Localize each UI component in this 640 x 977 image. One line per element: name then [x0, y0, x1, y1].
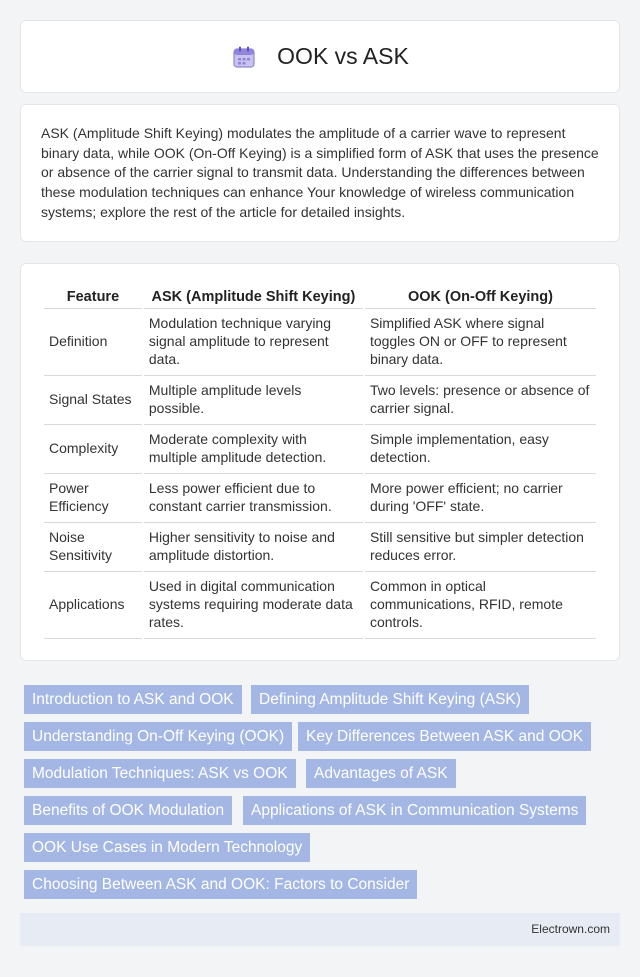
ask-cell: Used in digital communication systems requiring moderate data rates. — [144, 572, 363, 639]
page-title: OOK vs ASK — [277, 43, 409, 69]
table-row — [44, 474, 596, 523]
table-header-row — [44, 286, 596, 309]
tag-advantages-ask[interactable]: Advantages of ASK — [306, 759, 456, 788]
intro-card — [20, 104, 620, 242]
tag-key-differences[interactable]: Key Differences Between ASK and OOK — [298, 722, 591, 751]
ask-cell: Multiple amplitude levels possible. — [144, 376, 363, 425]
header-ask: ASK (Amplitude Shift Keying) — [144, 286, 363, 309]
header-feature: Feature — [44, 286, 142, 309]
ask-cell: Less power efficient due to constant carrier transmission. — [144, 474, 363, 523]
feature-cell: Noise Sensitivity — [44, 523, 142, 572]
tag-modulation-techniques[interactable]: Modulation Techniques: ASK vs OOK — [24, 759, 296, 788]
footer-site-link[interactable]: Electrown.com — [531, 922, 610, 936]
feature-cell: Complexity — [44, 425, 142, 474]
tag-choosing[interactable]: Choosing Between ASK and OOK: Factors to Consider — [24, 870, 417, 899]
feature-cell: Applications — [44, 572, 142, 639]
feature-cell: Power Efficiency — [44, 474, 142, 523]
tag-applications-ask[interactable]: Applications of ASK in Communication Systems — [243, 796, 586, 825]
header-ook: OOK (On-Off Keying) — [365, 286, 596, 309]
table-row — [44, 572, 596, 639]
calendar-icon — [231, 44, 257, 70]
ask-cell: Moderate complexity with multiple amplitude detection. — [144, 425, 363, 474]
tag-understanding-ook[interactable]: Understanding On-Off Keying (OOK) — [24, 722, 292, 751]
ask-cell: Higher sensitivity to noise and amplitude distortion. — [144, 523, 363, 572]
ook-cell: Two levels: presence or absence of carrier signal. — [365, 376, 596, 425]
ook-cell: Common in optical communications, RFID, remote controls. — [365, 572, 596, 639]
tag-defining-ask[interactable]: Defining Amplitude Shift Keying (ASK) — [251, 685, 529, 714]
table-row — [44, 309, 596, 376]
table-row — [44, 376, 596, 425]
ook-cell: Simple implementation, easy detection. — [365, 425, 596, 474]
feature-cell: Signal States — [44, 376, 142, 425]
table-row — [44, 523, 596, 572]
comparison-table — [42, 286, 598, 639]
intro-text: ASK (Amplitude Shift Keying) modulates the amplitude of a carrier wave to represent binary data, while OOK (On-Off Keying) is a simplified form of ASK that uses the presence or absence of the carrier signal to transmit data. Understanding the differences between these modulation techniques can enhance Your knowledge of wireless communication systems; explore the rest of the article for detailed insights. — [41, 125, 599, 220]
ook-cell: Still sensitive but simpler detection reduces error. — [365, 523, 596, 572]
tag-benefits-ook[interactable]: Benefits of OOK Modulation — [24, 796, 232, 825]
tag-ook-use-cases[interactable]: OOK Use Cases in Modern Technology — [24, 833, 310, 862]
ook-cell: More power efficient; no carrier during 'OFF' state. — [365, 474, 596, 523]
comparison-table-card — [20, 263, 620, 661]
footer — [20, 913, 620, 946]
ask-cell: Modulation technique varying signal amplitude to represent data. — [144, 309, 363, 376]
title-card — [20, 20, 620, 93]
ook-cell: Simplified ASK where signal toggles ON or OFF to represent binary data. — [365, 309, 596, 376]
feature-cell: Definition — [44, 309, 142, 376]
tag-introduction[interactable]: Introduction to ASK and OOK — [24, 685, 242, 714]
table-row — [44, 425, 596, 474]
